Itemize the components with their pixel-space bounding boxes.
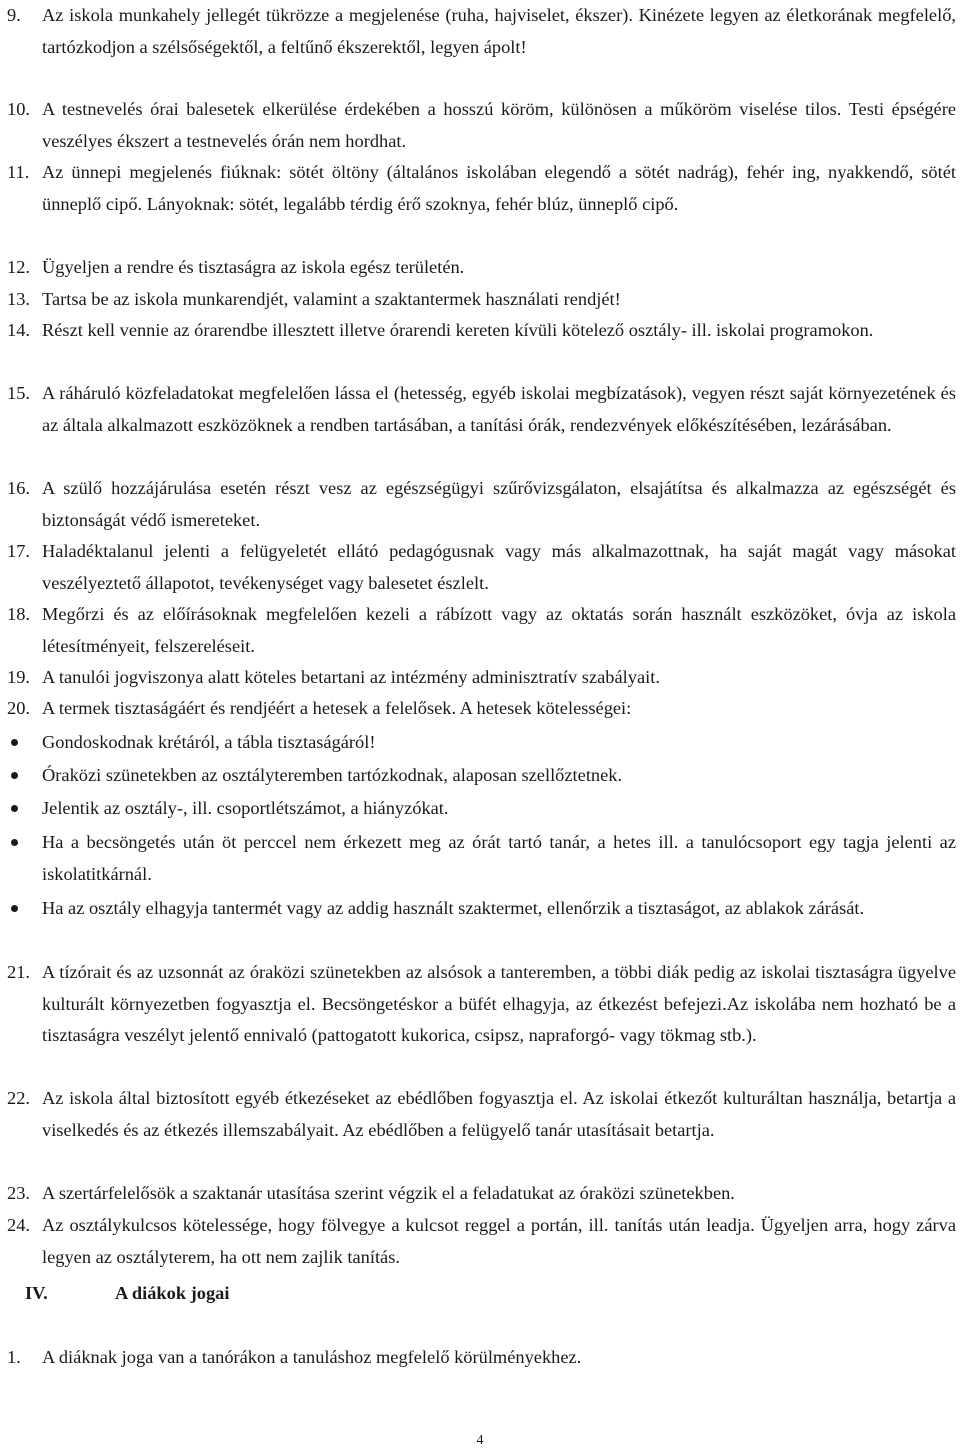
item-number: 22.: [7, 1088, 30, 1108]
item-text: Haladéktalanul jelenti a felügyeletét ellátó pedagógusnak vagy más alkalmazottnak, ha saját magát vagy másokat veszélyeztető állapotot, tevékenységet vagy balesetet észlelt.: [42, 541, 956, 593]
bullet-icon: [11, 905, 18, 912]
item-text: A szertárfelelősök a szaktanár utasítása szerint végzik el a feladatukat az óraközi szünetekben.: [42, 1183, 735, 1203]
section-title: A diákok jogai: [115, 1283, 230, 1303]
bullet-text: Ha a becsöngetés után öt perccel nem érkezett meg az órát tartó tanár, a hetes ill. a tanulócsoport egy tagja jelenti az iskolatitkárnál.: [42, 832, 956, 884]
item-number: 24.: [7, 1215, 30, 1235]
item-text: A testnevelés órai balesetek elkerülése érdekében a hosszú köröm, különösen a műköröm viselése tilos. Testi épségére veszélyes ékszert a testnevelés órán nem hordhat.: [42, 99, 956, 151]
item-text: Az iskola által biztosított egyéb étkezéseket az ebédlőben fogyasztja el. Az iskolai étkezőt kulturáltan használja, betartja a viselkedés és az étkezés illemszabályait. Az ebédlőben a felügyelő tanár utasításait betartja.: [42, 1088, 956, 1140]
item-text: Tartsa be az iskola munkarendjét, valamint a szaktantermek használati rendjét!: [42, 289, 621, 309]
item-number: 16.: [7, 478, 30, 498]
item-number: 18.: [7, 604, 30, 624]
bullet-text: Óraközi szünetekben az osztályteremben tartózkodnak, alaposan szellőztetnek.: [42, 765, 623, 785]
section-number: IV.: [25, 1283, 48, 1303]
item-text: Megőrzi és az előírásoknak megfelelően kezeli a rábízott vagy az oktatás során használt eszközöket, óvja az iskola létesítményeit, felszereléseit.: [42, 604, 956, 656]
bullet-icon: [11, 839, 18, 846]
bullet-text: Ha az osztály elhagyja tantermét vagy az addig használt szaktermet, ellenőrzik a tisztaságot, az ablakok zárását.: [42, 898, 865, 918]
item-text: A tanulói jogviszonya alatt köteles betartani az intézmény adminisztratív szabályait.: [42, 667, 660, 687]
page-number: 4: [476, 1433, 484, 1448]
item-number: 15.: [7, 383, 30, 403]
item-text: Az ünnepi megjelenés fiúknak: sötét öltöny (általános iskolában elegendő a sötét nadrág), fehér ing, nyakkendő, sötét ünneplő cipő. Lányoknak: sötét, legalább térdig érő szoknya, fehér blúz, ünneplő cipő.: [42, 162, 956, 214]
item-number: 13.: [7, 289, 30, 309]
item-number: 17.: [7, 541, 30, 561]
item-text: Az iskola munkahely jellegét tükrözze a megjelenése (ruha, hajviselet, ékszer). Kinézete legyen az életkorának megfelelő, tartózkodjon a szélsőségektől, a feltűnő ékszerektől, legyen ápolt!: [42, 5, 956, 57]
item-number: 10.: [7, 99, 30, 119]
item-number: 23.: [7, 1183, 30, 1203]
bullet-icon: [11, 739, 18, 746]
item-text: A diáknak joga van a tanórákon a tanuláshoz megfelelő körülményekhez.: [42, 1347, 582, 1367]
item-text: A tízórait és az uzsonnát az óraközi szünetekben az alsósok a tanteremben, a többi diák pedig az iskolai tisztaságra ügyelve kulturált környezetben fogyasztja el. Becsöngetéskor a büfét elhagyja, az étkezést befejezi.Az iskolába nem hozható be a tisztaságra veszélyt jelentő ennivaló (pattogatott kukorica, csipsz, napraforgó- vagy tökmag stb.).: [42, 962, 956, 1045]
item-number: 11.: [7, 162, 30, 182]
bullet-text: Jelentik az osztály-, ill. csoportlétszámot, a hiányzókat.: [42, 798, 449, 818]
item-number: 19.: [7, 667, 30, 687]
bullet-icon: [11, 805, 18, 812]
item-number: 9.: [7, 5, 21, 25]
item-number: 1.: [7, 1347, 21, 1367]
item-text: A szülő hozzájárulása esetén részt vesz az egészségügyi szűrővizsgálaton, elsajátítsa és alkalmazza az egészségét és biztonságát védő ismereteket.: [42, 478, 956, 530]
item-text: Az osztálykulcsos kötelessége, hogy fölvegye a kulcsot reggel a portán, ill. tanítás után leadja. Ügyeljen arra, hogy zárva legyen az osztályterem, ha ott nem zajlik tanítás.: [42, 1215, 956, 1267]
item-number: 14.: [7, 320, 30, 340]
section-heading: [0, 1277, 960, 1309]
bullet-text: Gondoskodnak krétáról, a tábla tisztaságáról!: [42, 732, 376, 752]
item-text: A termek tisztaságáért és rendjéért a hetesek a felelősek. A hetesek kötelességei:: [42, 698, 632, 718]
item-text: A ráháruló közfeladatokat megfelelően lássa el (hetesség, egyéb iskolai megbízatások), vegyen részt saját környezetének és az általa alkalmazott eszközöknek a rendben tartásában, a tanítási órák, rendezvények előkészítésében, lezárásában.: [42, 383, 956, 435]
bullet-icon: [11, 772, 18, 779]
item-text: Részt kell vennie az órarendbe illesztett illetve órarendi kereten kívüli kötelező osztály- ill. iskolai programokon.: [42, 320, 874, 340]
item-number: 20.: [7, 698, 30, 718]
item-text: Ügyeljen a rendre és tisztaságra az iskola egész területén.: [42, 257, 465, 277]
item-number: 12.: [7, 257, 30, 277]
item-number: 21.: [7, 962, 30, 982]
